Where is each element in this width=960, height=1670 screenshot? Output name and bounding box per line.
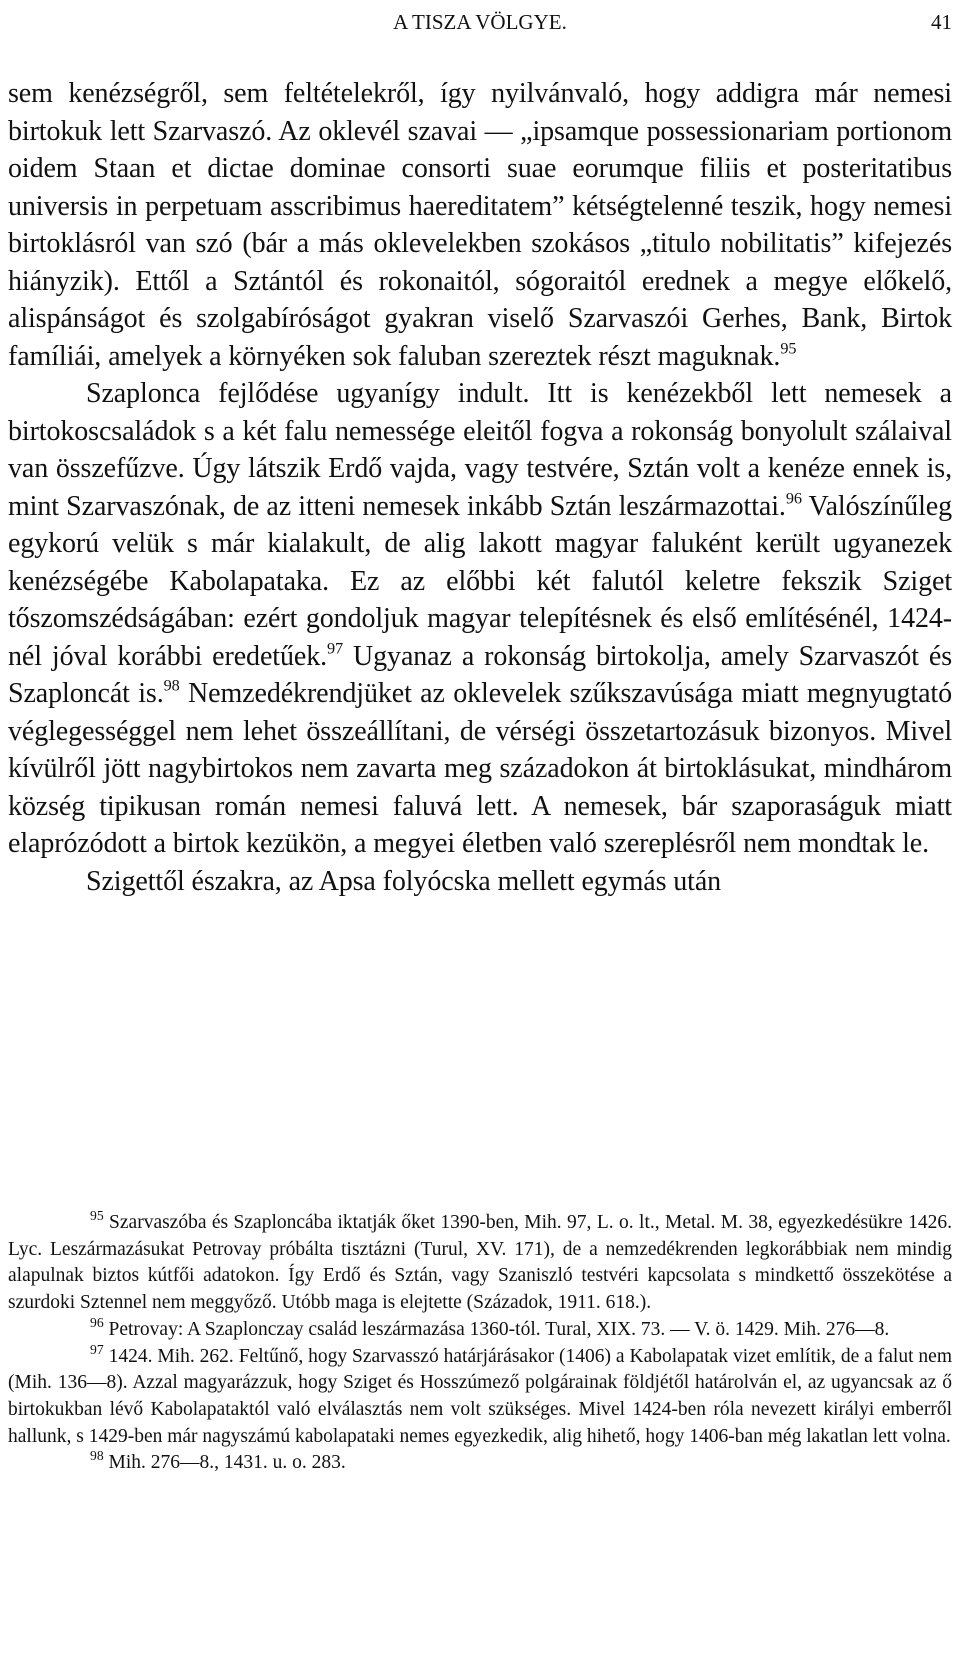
footnote-97 [8, 1341, 952, 1451]
main-text [8, 75, 952, 900]
paragraph-3-text: Szigettől északra, az Apsa folyócska mellett egymás után [86, 865, 722, 897]
paragraph-1-text: sem kenézségről, sem feltételekről, így nyilvánvaló, hogy addigra már nemesi birtokuk lett Szarvaszó. Az oklevél szavai — „ipsamque possessionariam portionom oidem Staan et dictae dominae consorti suae eorumque filiis et posteritatibus universis in perpetuam asscribimus haereditatem” kétségtelenné teszik, hogy nemesi birtoklásról van szó (bár a más oklevelekben szokásos „titulo nobilitatis” kifejezés hiányzik). Ettől a Sztántól és rokonaitól, sógoraitól erednek a megye előkelő, alispánságot és szolgabíróságot gyakran viselő Szarvaszói Gerhes, Bank, Birtok famíliái, amelyek a környéken sok faluban szereztek részt maguknak. [8, 78, 952, 372]
running-title: A TISZA VÖLGYE. [393, 10, 567, 34]
footnote-ref-97[interactable]: 97 [327, 639, 344, 658]
paragraph-1 [8, 75, 952, 375]
footnote-text-95: Szarvaszóba és Szaploncába iktatják őket 1390-ben, Mih. 97, L. o. lt., Metal. M. 38, egyezkedésükre 1426. Lyc. Leszármazásukat Petrovay próbálta tisztázni (Turul, XV. 171), de a nemzedékrenden legkorábbiak nem mindig alapulnak biztos kútfői adatokon. Így Erdő és Sztán, vagy Szaniszló testvéri kapcsolata s mindkettő összekötése a szurdoki Sztennel nem meggyőző. Utóbb maga is elejtette (Századok, 1911. 618.). [8, 1212, 952, 1314]
page-number: 41 [931, 10, 952, 34]
footnote-95 [8, 1207, 952, 1317]
footnote-number-96: 96 [90, 1314, 104, 1330]
paragraph-2-text-d: Nemzedékrendjüket az oklevelek szűkszavúsága miatt megnyugtató véglegességgel nem lehet összeállítani, de vérségi összetartozásuk bizonyos. Mivel kívülről jött nagybirtokos nem zavarta meg századokon át birtoklásukat, mindhárom község tipikusan román nemesi faluvá lett. A nemesek, bár szaporaságuk miatt elaprózódott a birtok kezükön, a megyei életben való szereplésről nem mondtak le. [8, 678, 952, 859]
footnote-98 [8, 1450, 952, 1477]
paragraph-2 [8, 375, 952, 863]
running-header [8, 0, 952, 44]
footnote-text-96: Petrovay: A Szaplonczay család leszármazása 1360-tól. Tural, XIX. 73. — V. ö. 1429. Mih. 276—8. [103, 1318, 890, 1340]
footnote-ref-95[interactable]: 95 [780, 339, 797, 358]
footnote-number-95: 95 [90, 1207, 104, 1223]
footnote-ref-98[interactable]: 98 [163, 676, 180, 695]
footnotes [8, 1207, 952, 1477]
footnote-number-98: 98 [90, 1448, 104, 1464]
footnote-ref-96[interactable]: 96 [785, 489, 802, 508]
footnote-text-97: 1424. Mih. 262. Feltűnő, hogy Szarvasszó határjárásakor (1406) a Kabolapatak vizet említik, de a falut nem (Mih. 136—8). Azzal magyarázzuk, hogy Sziget és Hosszúmező polgárainak földjétől határolván el, az ugyancsak az ő birtokukban lévő Kabolapataktól való elválasztás nem volt szükséges. Mivel 1424-ben róla nevezett királyi emberről hallunk, s 1429-ben már nagyszámú kabolapataki nemes egyezkedik, alig hihető, hogy 1406-ban még lakatlan lett volna. [8, 1345, 952, 1447]
paragraph-3 [8, 863, 952, 901]
book-page [8, 0, 952, 1670]
paragraph-2-text-a: Szaplonca fejlődése ugyanígy indult. Itt is kenézekből lett nemesek a birtokoscsaládok s a két falu nemessége eleitől fogva a rokonság bonyolult szálaival van összefűzve. Úgy látszik Erdő vajda, vagy testvére, Sztán volt a kenéze ennek is, mint Szarvaszónak, de az itteni nemesek inkább Sztán leszármazottai. [8, 378, 952, 522]
footnote-number-97: 97 [90, 1341, 104, 1357]
paragraph-2-text-c: Ugyanaz a rokonság birtokolja, amely Szarvaszót és Szaploncát is. [8, 640, 952, 709]
footnote-text-98: Mih. 276—8., 1431. u. o. 283. [103, 1452, 346, 1474]
paragraph-2-text-b: Valószínűleg egykorú velük s már kialakult, de alig lakott magyar faluként került ugyanezek kenézségébe Kabolapataka. Ez az előbbi két falutól keletre fekszik Sziget tőszomszédságában: ezért gondoljuk magyar telepítésnek és első említésénél, 1424-nél jóval korábbi eredetűek. [8, 490, 952, 672]
footnote-96 [8, 1314, 952, 1344]
